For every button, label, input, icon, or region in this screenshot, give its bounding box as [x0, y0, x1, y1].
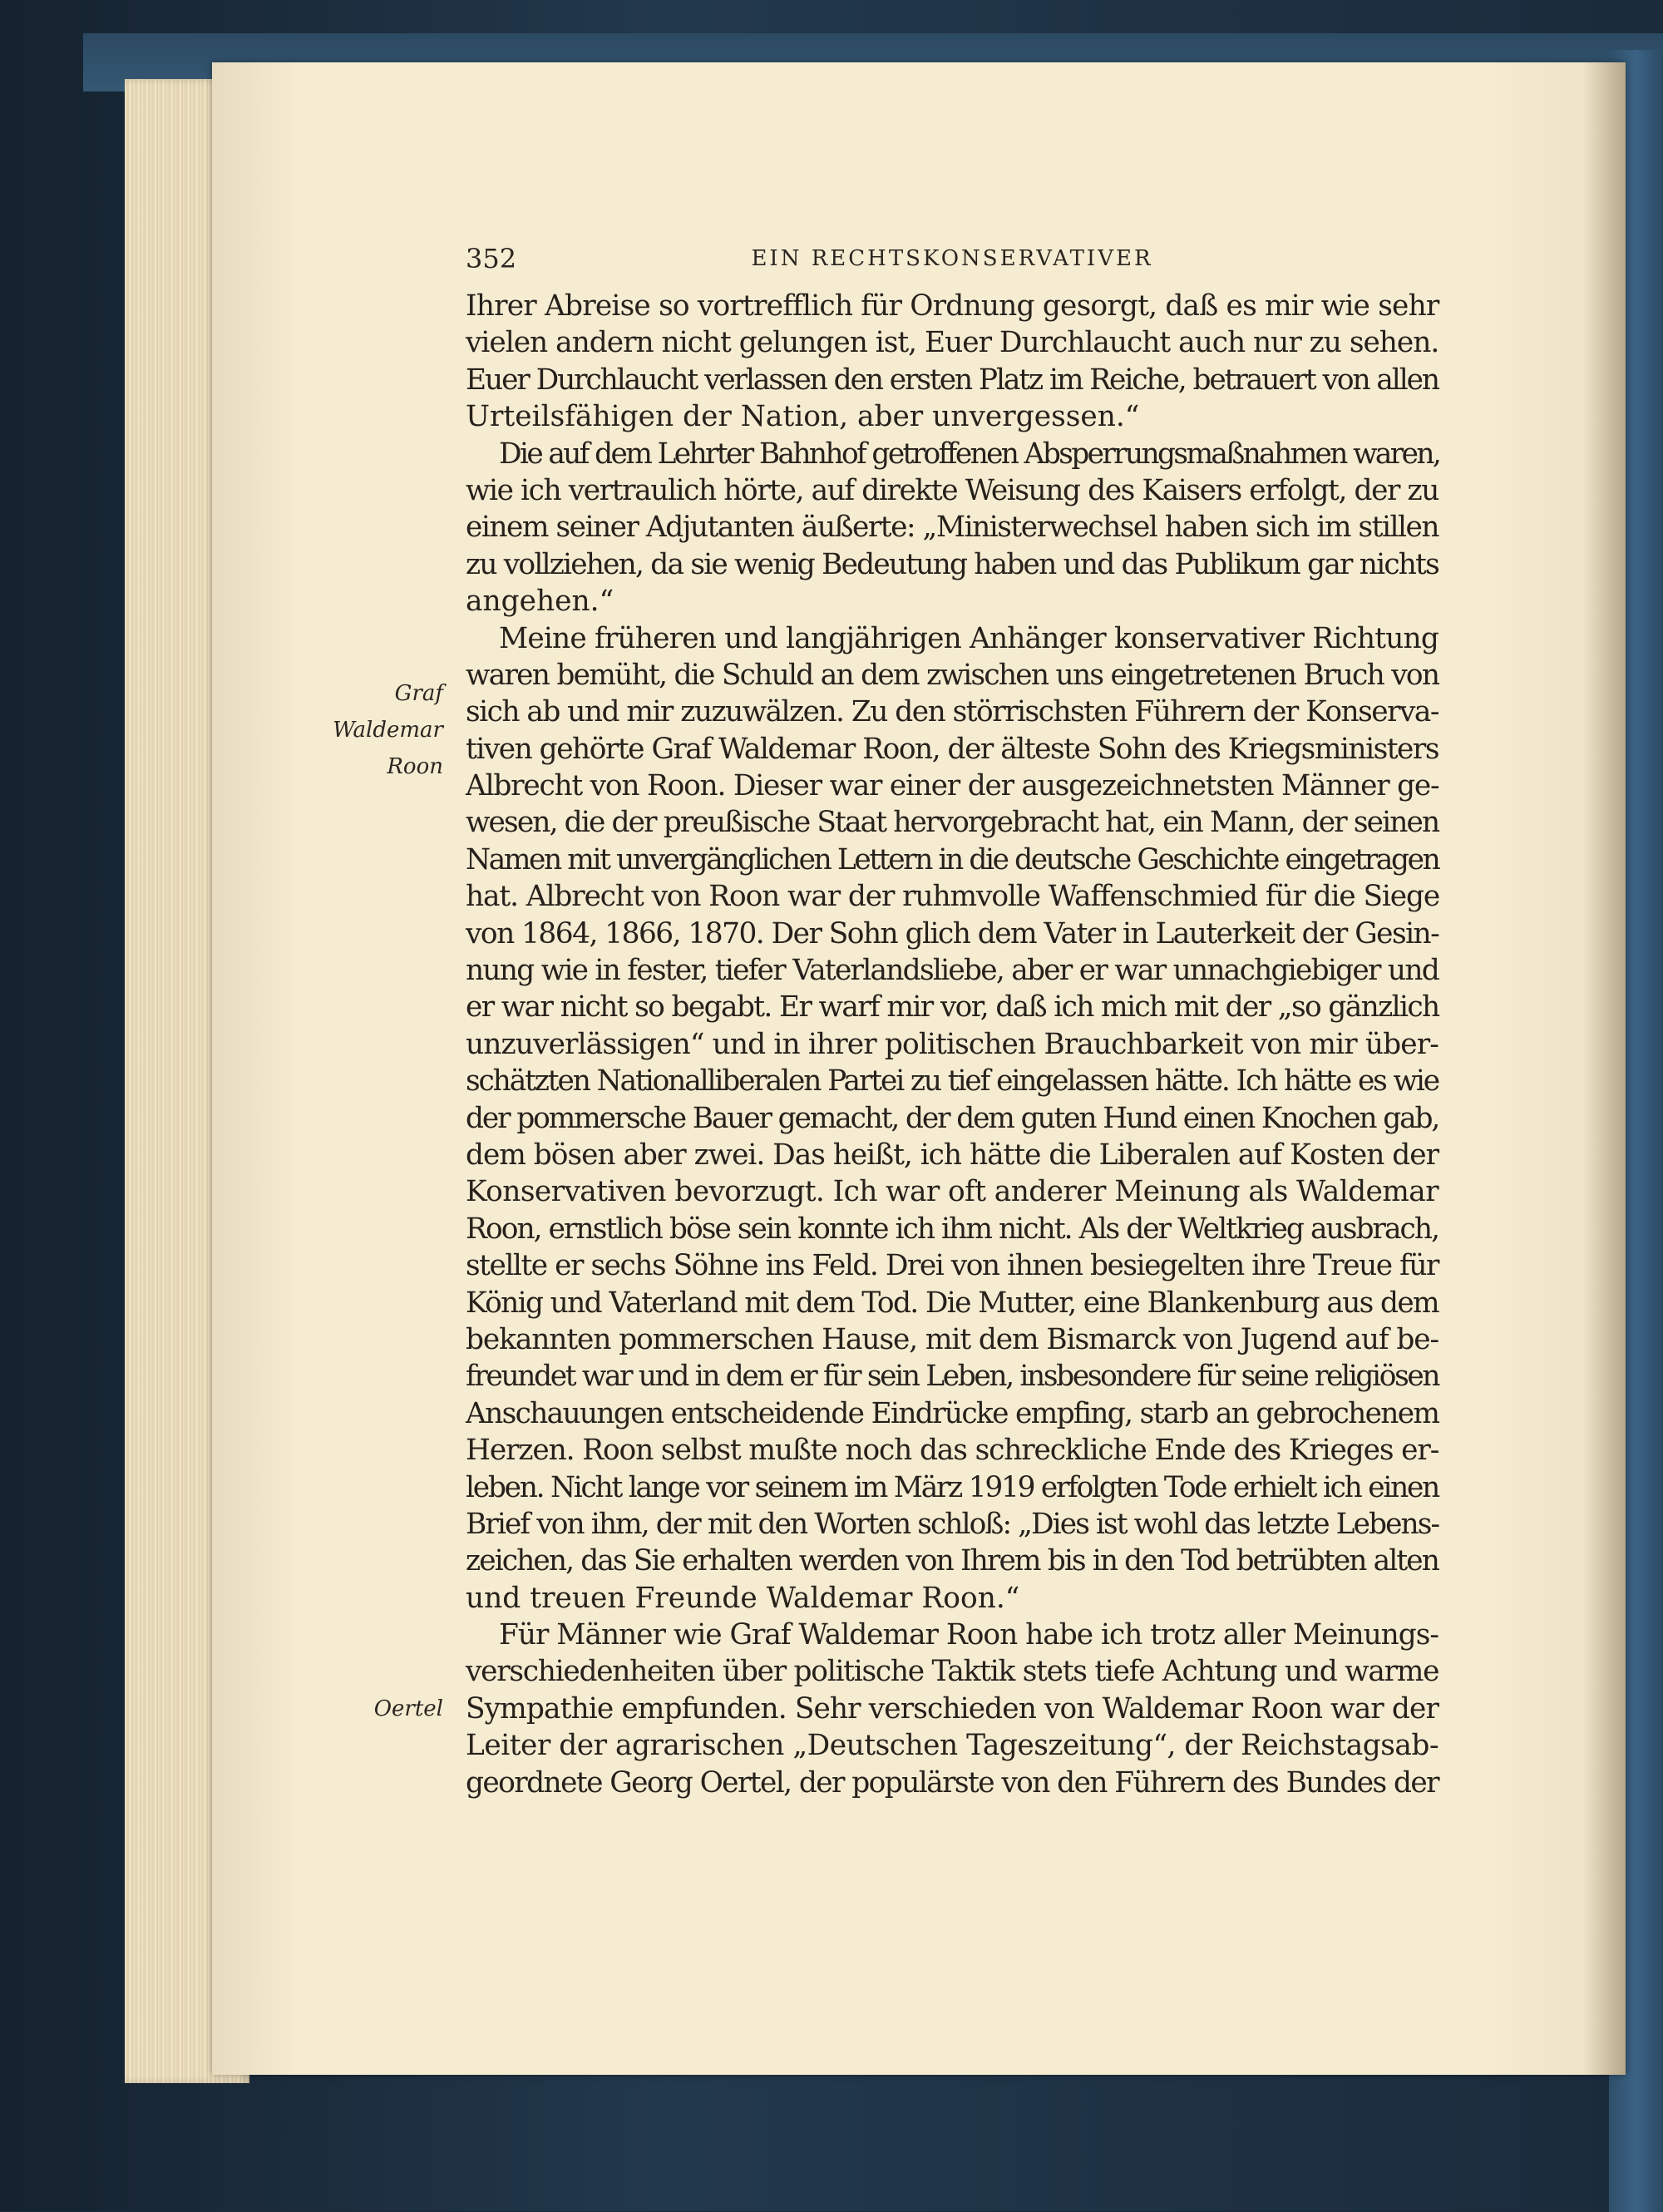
text-line: Sympathie empfunden. Sehr verschieden von Waldemar Roon war der — [466, 1691, 1438, 1726]
text-line: Anschauungen entscheidende Eindrücke empfing, starb an gebrochenem — [466, 1396, 1439, 1430]
text-line: Herzen. Roon selbst mußte noch das schreckliche Ende des Krieges er- — [466, 1434, 1439, 1468]
text-line: zeichen, das Sie erhalten werden von Ihrem bis in den Tod betrübten alten — [466, 1544, 1438, 1578]
text-line: Für Männer wie Graf Waldemar Roon habe ich trotz aller Meinungs- — [499, 1618, 1438, 1652]
text-line: wesen, die der preußische Staat hervorgebracht hat, ein Mann, der seinen — [466, 806, 1439, 840]
text-line: Die auf dem Lehrter Bahnhof getroffenen Absperrungsmaßnahmen waren, — [499, 437, 1440, 471]
text-line: nung wie in fester, tiefer Vaterlandsliebe, aber er war unnachgiebiger und — [466, 954, 1439, 988]
margin-note-roon-2: Waldemar — [333, 718, 443, 743]
text-line: Leiter der agrarischen „Deutschen Tageszeitung“, der Reichstagsab- — [466, 1729, 1439, 1763]
text-line: dem bösen aber zwei. Das heißt, ich hätte die Liberalen auf Kosten der — [466, 1138, 1438, 1172]
text-line: schätzten Nationalliberalen Partei zu tief eingelassen hätte. Ich hätte es wie — [466, 1064, 1438, 1099]
text-line: zu vollziehen, da sie wenig Bedeutung haben und das Publikum gar nichts — [466, 547, 1438, 581]
text-line: Euer Durchlaucht verlassen den ersten Platz im Reiche, betrauert von allen — [466, 363, 1438, 397]
text-line: hat. Albrecht von Roon war der ruhmvolle Waffenschmied für die Siege — [466, 880, 1440, 914]
text-line: stellte er sechs Söhne ins Feld. Drei von ihnen besiegelten ihre Treue für — [466, 1249, 1439, 1283]
text-line: Ihrer Abreise so vortrefflich für Ordnung gesorgt, daß es mir wie sehr — [466, 289, 1439, 323]
text-line: Meine früheren und langjährigen Anhänger konservativer Richtung — [499, 621, 1438, 655]
page-number: 352 — [466, 243, 517, 274]
text-line: von 1864, 1866, 1870. Der Sohn glich dem Vater in Lauterkeit der Gesin- — [466, 916, 1439, 950]
text-line: und treuen Freunde Waldemar Roon.“ — [466, 1581, 1020, 1615]
running-title: EIN RECHTSKONSERVATIVER — [751, 246, 1153, 271]
text-line: tiven gehörte Graf Waldemar Roon, der älteste Sohn des Kriegsministers — [466, 732, 1438, 766]
text-line: sich ab und mir zuzuwälzen. Zu den störrischsten Führern der Konserva- — [466, 695, 1438, 729]
page-header — [466, 243, 1438, 284]
text-line: einem seiner Adjutanten äußerte: „Ministerwechsel haben sich im stillen — [466, 511, 1438, 545]
text-line: wie ich vertraulich hörte, auf direkte Weisung des Kaisers erfolgt, der zu — [466, 473, 1438, 507]
margin-note-roon-1: Graf — [394, 681, 443, 706]
text-line: freundet war und in dem er für sein Leben, insbesondere für seine religiösen — [466, 1360, 1439, 1394]
text-line: angehen.“ — [466, 585, 614, 619]
text-line: Roon, ernstlich böse sein konnte ich ihm nicht. Als der Weltkrieg ausbrach, — [466, 1212, 1439, 1246]
text-line: geordnete Georg Oertel, der populärste von den Führern des Bundes der — [466, 1765, 1438, 1800]
text-line: der pommersche Bauer gemacht, der dem guten Hund einen Knochen gab, — [466, 1101, 1439, 1135]
text-line: verschiedenheiten über politische Taktik stets tiefe Achtung und warme — [466, 1655, 1439, 1689]
text-line: leben. Nicht lange vor seinem im März 1919 erfolgten Tode erhielt ich einen — [466, 1470, 1438, 1504]
text-line: Konservativen bevorzugt. Ich war oft anderer Meinung als Waldemar — [466, 1175, 1439, 1209]
text-line: Namen mit unvergänglichen Lettern in die deutsche Geschichte eingetragen — [466, 842, 1439, 876]
text-line: bekannten pommerschen Hause, mit dem Bismarck von Jugend auf be- — [466, 1322, 1438, 1356]
page-gutter-shadow — [1584, 62, 1626, 2075]
text-line: Albrecht von Roon. Dieser war einer der ausgezeichnetsten Männer ge- — [466, 769, 1439, 803]
body-text — [466, 288, 1438, 1801]
margin-note-oertel: Oertel — [373, 1696, 443, 1721]
text-line: Brief von ihm, der mit den Worten schloß: „Dies ist wohl das letzte Lebens- — [466, 1507, 1439, 1541]
text-line: König und Vaterland mit dem Tod. Die Mutter, eine Blankenburg aus dem — [466, 1286, 1438, 1320]
text-line: er war nicht so begabt. Er warf mir vor, daß ich mich mit der „so gänzlich — [466, 990, 1439, 1025]
text-line: unzuverlässigen“ und in ihrer politischen Brauchbarkeit von mir über- — [466, 1027, 1438, 1061]
text-line: Urteilsfähigen der Nation, aber unvergessen.“ — [466, 400, 1140, 434]
text-line: waren bemüht, die Schuld an dem zwischen uns eingetretenen Bruch von — [466, 658, 1439, 692]
text-line: vielen andern nicht gelungen ist, Euer Durchlaucht auch nur zu sehen. — [466, 326, 1439, 360]
margin-note-roon-3: Roon — [387, 754, 443, 779]
